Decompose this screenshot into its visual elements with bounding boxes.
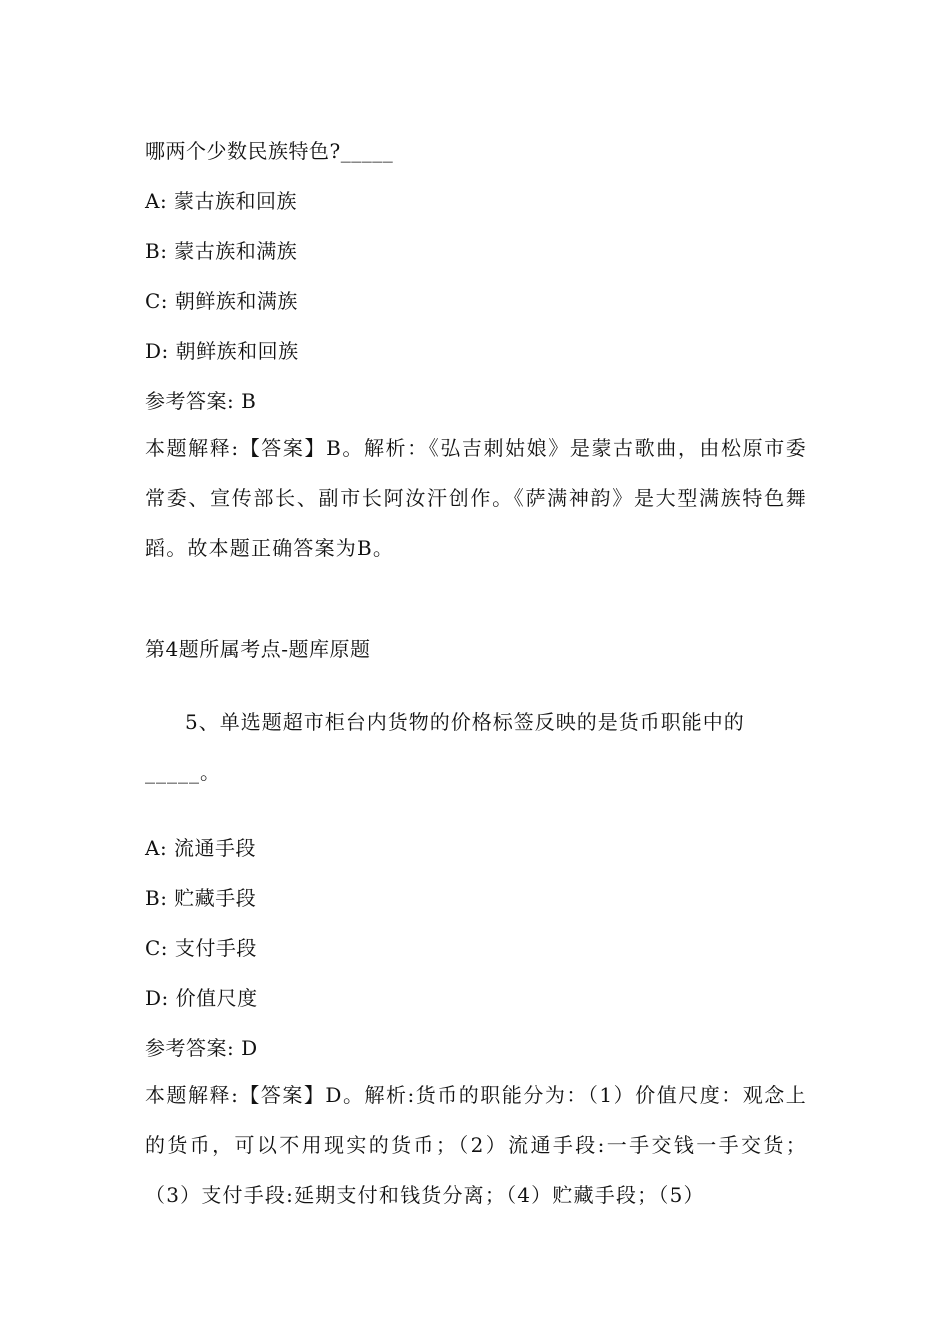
question-5-option-b: B: 贮藏手段 xyxy=(145,886,257,910)
question-4-option-b: B: 蒙古族和满族 xyxy=(145,239,298,263)
question-4-answer: 参考答案: B xyxy=(145,389,257,413)
question-5-option-a: A: 流通手段 xyxy=(145,836,257,860)
question-4-option-a: A: 蒙古族和回族 xyxy=(145,189,298,213)
question-4-option-c: C: 朝鲜族和满族 xyxy=(145,289,298,313)
question-4-stem-tail: 哪两个少数民族特色?_____ xyxy=(145,139,394,163)
question-5-option-c: C: 支付手段 xyxy=(145,936,257,960)
question-5-option-d: D: 价值尺度 xyxy=(145,986,258,1010)
question-5-stem: 5、单选题超市柜台内货物的价格标签反映的是货币职能中的_____。 xyxy=(145,710,745,784)
question-4-option-d: D: 朝鲜族和回族 xyxy=(145,339,299,363)
question-5-answer: 参考答案: D xyxy=(145,1036,258,1060)
question-4-explanation: 本题解释:【答案】B。解析：《弘吉刺姑娘》是蒙古歌曲，由松原市委常委、宣传部长、副市长阿汝汗创作。《萨满神韵》是大型满族特色舞蹈。故本题正确答案为B。 xyxy=(145,436,807,560)
question-4-topic: 第4题所属考点-题库原题 xyxy=(145,637,371,661)
question-5-explanation: 本题解释:【答案】D。解析:货币的职能分为：（1）价值尺度：观念上的货币，可以不用现实的货币；（2）流通手段:一手交钱一手交货；（3）支付手段:延期支付和钱货分离；（4）贮藏手段；（5） xyxy=(145,1083,807,1207)
